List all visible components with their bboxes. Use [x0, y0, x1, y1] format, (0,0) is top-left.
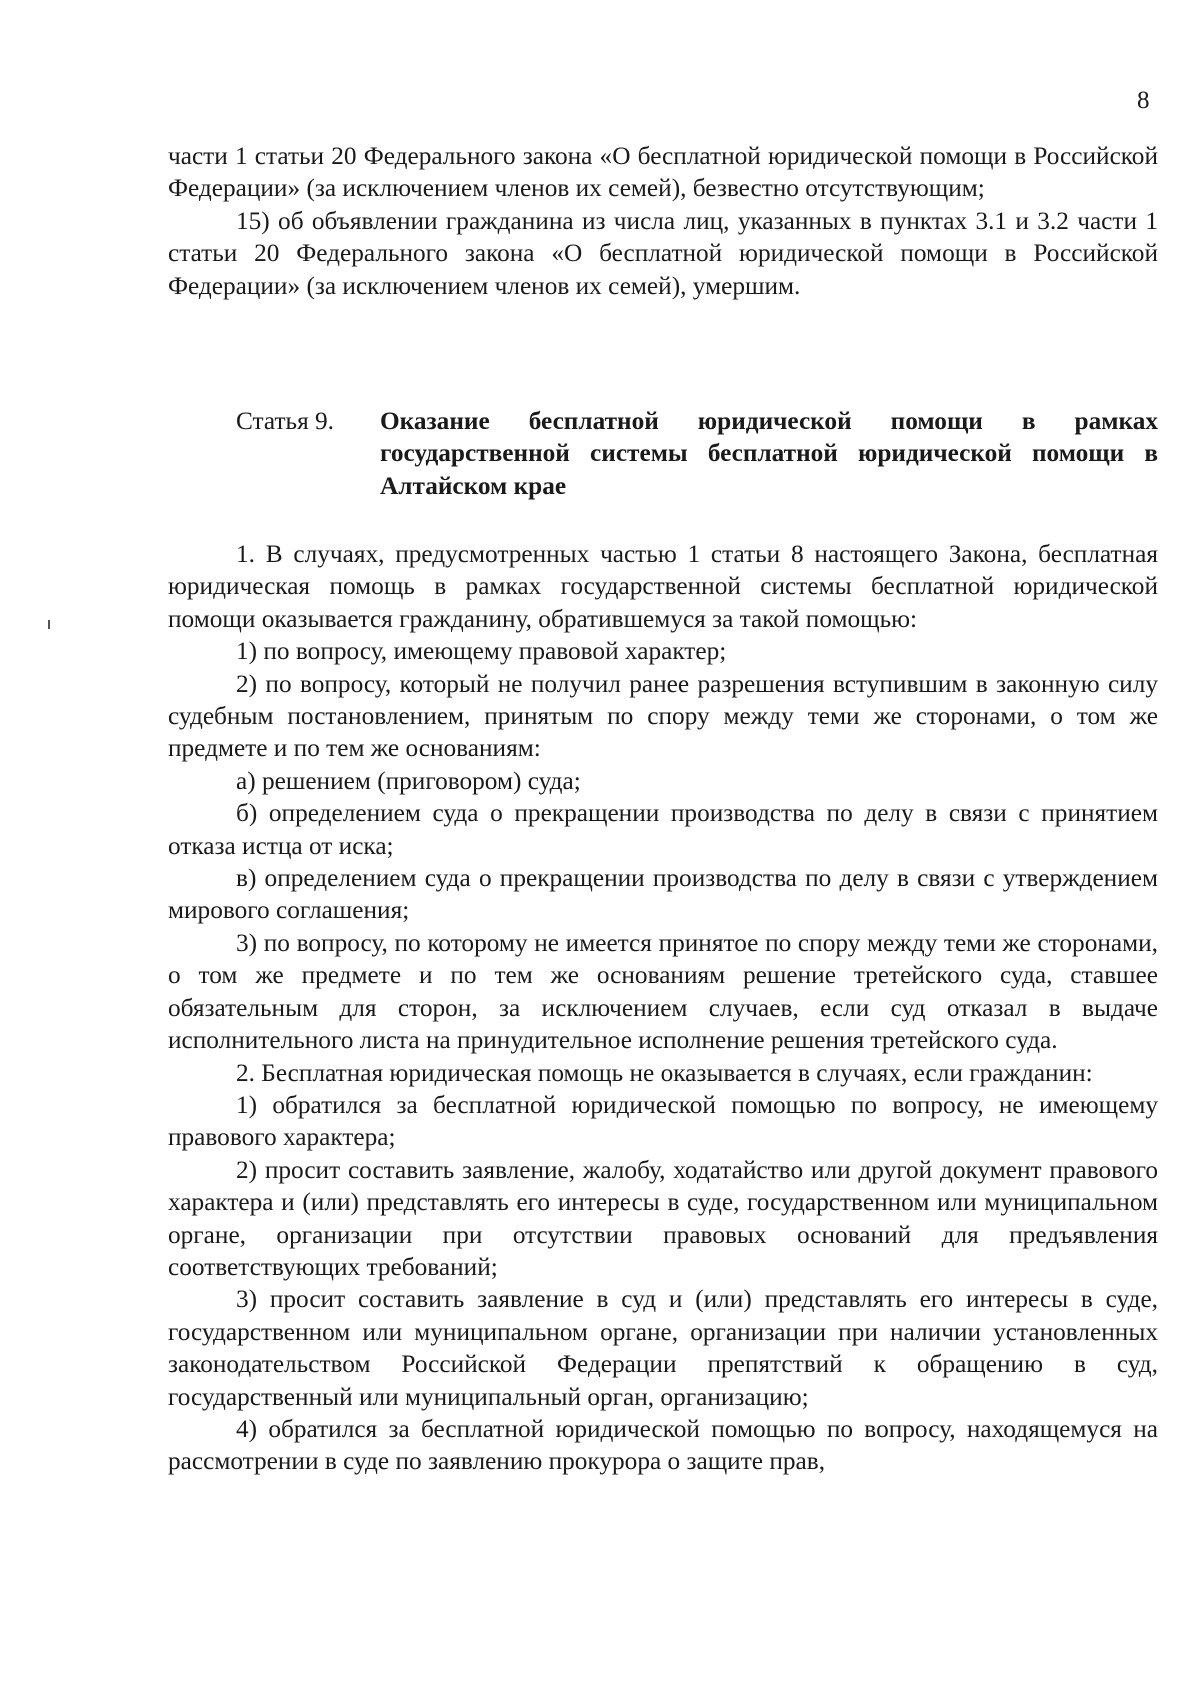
- article-label: Статья 9.: [236, 407, 335, 435]
- list-item: а) решением (приговором) суда;: [236, 766, 581, 795]
- page-number: 8: [1137, 87, 1150, 114]
- list-item: в) определением суда о прекращении производства по делу в связи с утверждением мирового соглашения;: [168, 864, 1158, 925]
- list-item: 2) просит составить заявление, жалобу, ходатайство или другой документ правового характера и (или) представлять его интересы в суде, государственном или муниципальном органе, организации при отсутствии правовых оснований для предъявления соответствующих требований;: [168, 1155, 1158, 1281]
- paragraph: 2. Бесплатная юридическая помощь не оказывается в случаях, если гражданин:: [236, 1058, 1093, 1087]
- continued-text: [168, 140, 1158, 302]
- list-item: б) определением суда о прекращении производства по делу в связи с принятием отказа истца от иска;: [168, 799, 1158, 860]
- paragraph: 1. В случаях, предусмотренных частью 1 статьи 8 настоящего Закона, бесплатная юридическая помощь в рамках государственной системы бесплатной юридической помощи оказывается гражданину, обратившемуся за такой помощью:: [168, 540, 1158, 633]
- list-item: 4) обратился за бесплатной юридической помощью по вопросу, находящемуся на рассмотрении в суде по заявлению прокурора о защите прав,: [168, 1414, 1158, 1476]
- list-item: 1) по вопросу, имеющему правовой характер;: [236, 637, 727, 666]
- paragraph: части 1 статьи 20 Федерального закона «О бесплатной юридической помощи в Российской Федерации» (за исключением членов их семей), безвестно отсутствующим;: [168, 142, 1158, 203]
- article-body: [168, 538, 1158, 1478]
- paragraph: 15) об объявлении гражданина из числа лиц, указанных в пунктах 3.1 и 3.2 части 1 статьи 20 Федерального закона «О бесплатной юридической помощи в Российской Федерации» (за исключением членов их семей), умершим.: [168, 206, 1158, 300]
- list-item: 2) по вопросу, который не получил ранее разрешения вступившим в законную силу судебным постановлением, принятым по спору между теми же сторонами, о том же предмете и по тем же основаниям:: [168, 669, 1158, 763]
- list-item: 1) обратился за бесплатной юридической помощью по вопросу, не имеющему правового характера;: [168, 1090, 1158, 1152]
- list-item: 3) по вопросу, по которому не имеется принятое по спору между теми же сторонами, о том же предмете и по тем же основаниям решение третейского суда, ставшее обязательным для сторон, за исключением случаев, если суд отказал в выдаче исполнительного листа на принудительное исполнение решения третейского суда.: [168, 928, 1158, 1055]
- article-title: Оказание бесплатной юридической помощи в рамках государственной системы бесплатной юридической помощи в Алтайском крае: [380, 407, 1158, 500]
- list-item: 3) просит составить заявление в суд и (или) представлять его интересы в суде, государственном или муниципальном органе, организации при наличии установленных законодательством Российской Федерации препятствий к обращению в суд, государственный или муниципальный орган, организацию;: [168, 1285, 1158, 1411]
- scan-mark: [48, 620, 50, 629]
